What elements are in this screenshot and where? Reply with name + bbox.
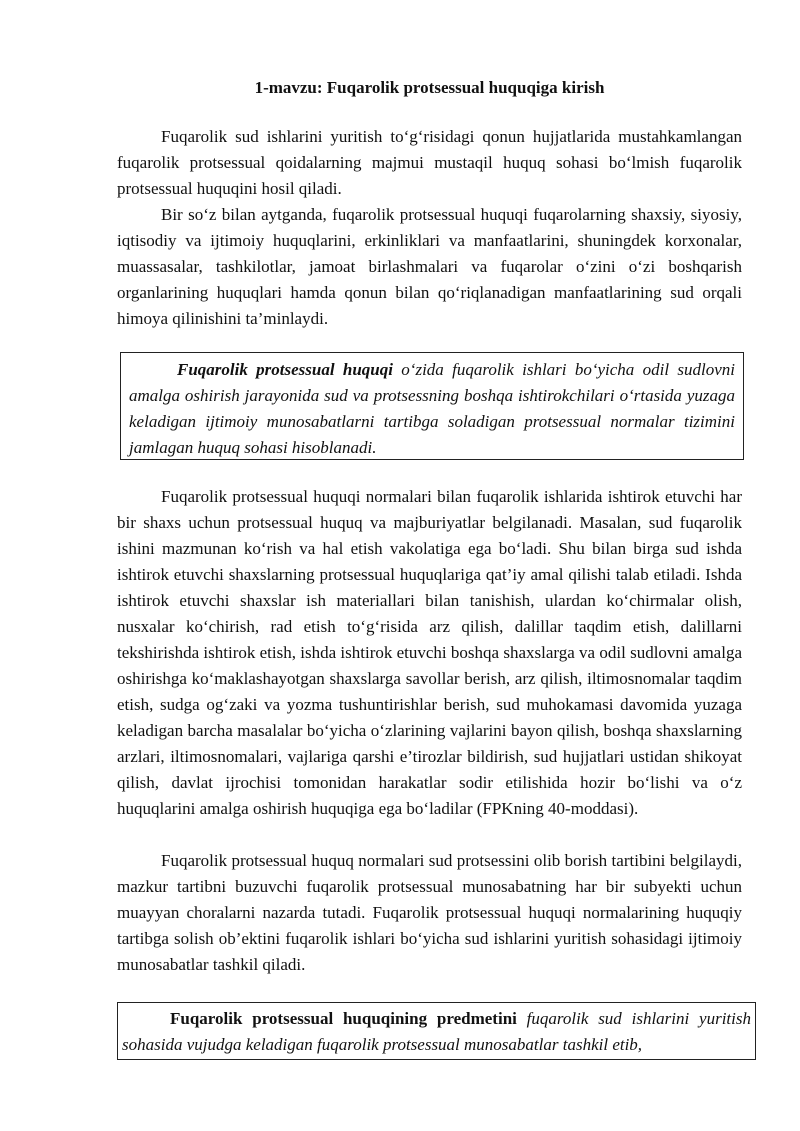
definition-box-1: [120, 352, 744, 460]
page-title: 1-mavzu: Fuqarolik protsessual huquqiga kirish: [254, 78, 605, 97]
paragraph-3: Fuqarolik protsessual huquqi normalari bilan fuqarolik ishlarida ishtirok etuvchi har bir shaxs uchun protsessual huquq va majburiyatlar belgilanadi. Masalan, sud fuqarolik ishini mazmunan ko‘rish va hal etish vakolatiga ega bo‘ladi. Shu bilan birga sud ishda ishtirok etuvchi shaxslarning protsessual huquqlariga qat’iy amal qilishi talab etiladi. Ishda ishtirok etuvchi shaxslar ish materiallari bilan tanishish, ulardan ko‘chirmalar olish, nusxalar ko‘chirish, rad etish to‘g‘risida arz qilish, dalillar taqdim etish, dalillarni tekshirishda ishtirok etish, ishda ishtirok etuvchi boshqa shaxslarga va odil sudlovni amalga oshirishga ko‘maklashayotgan shaxslarga savollar berish, arz qilish, iltimosnomalar taqdim etish, sudga og‘zaki va yozma tushuntirishlar berish, sud muhokamasi davomida yuzaga keladigan barcha masalalar bo‘yicha o‘zlarining vajlarini bayon qilish, boshqa shaxslarning arzlari, iltimosnomalari, vajlariga qarshi e’tirozlar bildirish, sud hujjatlari ustidan shikoyat qilish, davlat ijrochisi tomonidan harakatlar sodir etilishida hozir bo‘lishi va o‘z huquqlarini amalga oshirish huquqiga ega bo‘ladilar (FPKning 40-moddasi).: [117, 487, 742, 818]
definition-1-text: [129, 357, 735, 461]
definition-box-2: [117, 1002, 756, 1060]
definition-1-body: o‘zida fuqarolik ishlari bo‘yicha odil sudlovni amalga oshirish jarayonida sud va protsessning boshqa ishtirokchilari o‘rtasida yuzaga keladigan ijtimoiy munosabatlarni tartibga soladigan protsessual normalar tizimini jamlagan huquq sohasi hisoblanadi.: [129, 360, 735, 457]
definition-2-text: [122, 1006, 751, 1058]
definition-1-term: Fuqarolik protsessual huquqi: [177, 360, 393, 379]
definition-2-term: Fuqarolik protsessual huquqining predmetini: [170, 1009, 517, 1028]
paragraph-1: Fuqarolik sud ishlarini yuritish to‘g‘risidagi qonun hujjatlarida mustahkamlangan fuqarolik protsessual qoidalarning majmui mustaqil huquq sohasi bo‘lmish fuqarolik protsessual huquqini hosil qiladi.: [117, 127, 742, 198]
paragraph-4: Fuqarolik protsessual huquq normalari sud protsessini olib borish tartibini belgilaydi, mazkur tartibni buzuvchi fuqarolik protsessual munosabatning har bir subyekti uchun muayyan choralarni nazarda tutadi. Fuqarolik protsessual huquqi normalarining huquqiy tartibga solish ob’ektini fuqarolik ishlari bo‘yicha sud ishlarini yuritish sohasidagi ijtimoiy munosabatlar tashkil qiladi.: [117, 851, 742, 974]
paragraph-2: Bir so‘z bilan aytganda, fuqarolik protsessual huquqi fuqarolarning shaxsiy, siyosiy, iqtisodiy va ijtimoiy huquqlarini, erkinliklari va manfaatlarini, shuningdek korxonalar, muassasalar, tashkilotlar, jamoat birlashmalari va fuqarolar o‘zini o‘zi boshqarish organlarining huquqlari hamda qonun bilan qo‘riqlanadigan manfaatlarining sud orqali himoya qilinishini ta’minlaydi.: [117, 205, 742, 328]
definition-2-body: fuqarolik sud ishlarini yuritish sohasida vujudga keladigan fuqarolik protsessual munosabatlar tashkil etib,: [122, 1009, 751, 1054]
